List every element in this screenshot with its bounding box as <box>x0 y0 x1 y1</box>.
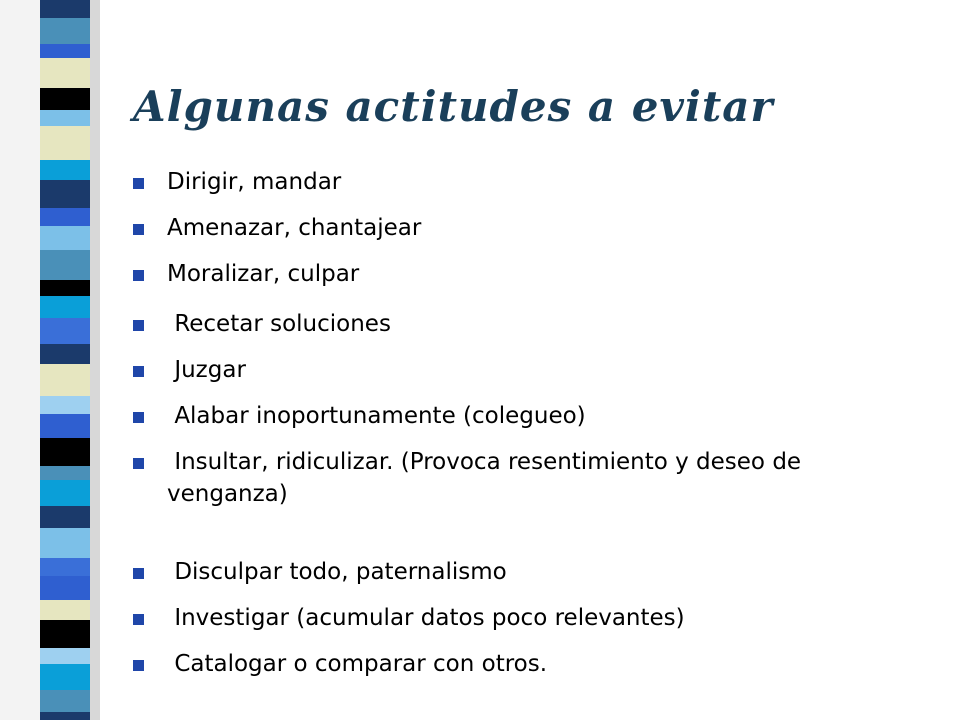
bullet-text: Alabar inoportunamente (colegueo) <box>167 403 586 429</box>
bullet-item <box>133 258 923 290</box>
stripe-block <box>40 364 90 396</box>
stripe-block <box>40 438 90 466</box>
bullet-text: Insultar, ridiculizar. (Provoca resentimiento y deseo de venganza) <box>167 449 809 507</box>
slide-title: Algunas actitudes a evitar <box>133 82 774 131</box>
stripe-block <box>40 226 90 250</box>
stripe-block <box>40 396 90 414</box>
square-bullet-icon <box>133 224 144 235</box>
bullet-text: Dirigir, mandar <box>167 169 342 195</box>
stripe-block <box>40 344 90 364</box>
bullet-text: Catalogar o comparar con otros. <box>167 651 548 677</box>
stripe-block <box>40 160 90 180</box>
stripe-block <box>40 126 90 160</box>
square-bullet-icon <box>133 614 144 625</box>
square-bullet-icon <box>133 270 144 281</box>
bullet-text: Investigar (acumular datos poco relevantes) <box>167 605 685 631</box>
bullet-text: Moralizar, culpar <box>167 261 360 287</box>
stripe-block <box>40 44 90 58</box>
bullet-text: Amenazar, chantajear <box>167 215 422 241</box>
bullet-item <box>133 354 923 386</box>
square-bullet-icon <box>133 366 144 377</box>
bullet-item <box>133 212 923 244</box>
stripe-block <box>40 318 90 344</box>
stripe-block <box>40 18 90 44</box>
decorative-stripe <box>0 0 100 720</box>
stripe-shadow-left <box>0 0 40 720</box>
stripe-block <box>40 528 90 558</box>
stripe-block <box>40 600 90 620</box>
stripe-block <box>40 620 90 648</box>
square-bullet-icon <box>133 568 144 579</box>
stripe-shadow-right <box>90 0 100 720</box>
stripe-block <box>40 250 90 280</box>
stripe-block <box>40 414 90 438</box>
stripe-block <box>40 0 90 18</box>
stripe-block <box>40 466 90 480</box>
stripe-block <box>40 664 90 690</box>
bullet-text: Recetar soluciones <box>167 311 391 337</box>
stripe-block <box>40 296 90 318</box>
bullet-item <box>133 602 923 634</box>
square-bullet-icon <box>133 178 144 189</box>
stripe-block <box>40 576 90 600</box>
stripe-block <box>40 690 90 712</box>
square-bullet-icon <box>133 412 144 423</box>
stripe-block <box>40 506 90 528</box>
stripe-block <box>40 558 90 576</box>
stripe-block <box>40 58 90 88</box>
bullet-text: Juzgar <box>167 357 246 383</box>
stripe-block <box>40 480 90 506</box>
stripe-block <box>40 208 90 226</box>
bullet-item <box>133 308 923 340</box>
bullet-item <box>133 400 923 432</box>
bullet-text: Disculpar todo, paternalismo <box>167 559 507 585</box>
bullet-item <box>133 556 923 588</box>
square-bullet-icon <box>133 660 144 671</box>
bullet-item <box>133 166 923 198</box>
square-bullet-icon <box>133 320 144 331</box>
bullet-list <box>133 166 923 680</box>
stripe-block <box>40 280 90 296</box>
stripe-block <box>40 88 90 110</box>
bullet-item <box>133 648 923 680</box>
stripe-block <box>40 648 90 664</box>
square-bullet-icon <box>133 458 144 469</box>
stripe-block <box>40 712 90 720</box>
stripe-block <box>40 110 90 126</box>
bullet-item <box>133 446 923 510</box>
stripe-block <box>40 180 90 208</box>
